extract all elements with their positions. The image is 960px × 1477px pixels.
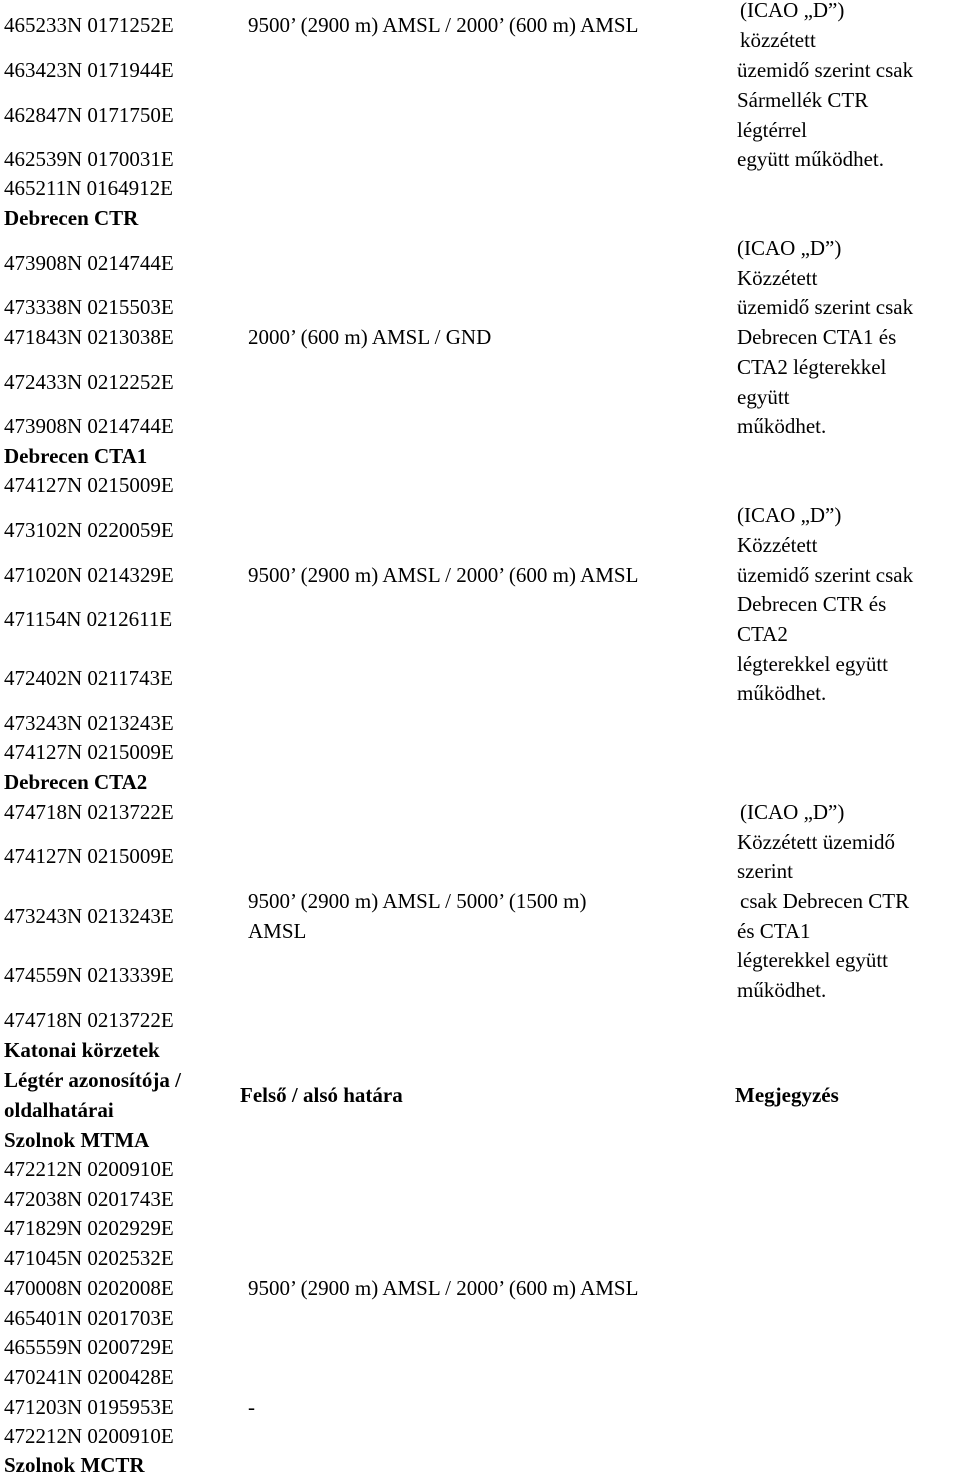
column-header-remarks: Megjegyzés bbox=[735, 1083, 839, 1107]
coord-row: 474127N 0215009E bbox=[4, 844, 174, 868]
coord-row: 472433N 0212252E bbox=[4, 370, 174, 394]
coord-row: 462539N 0170031E bbox=[4, 147, 174, 171]
coord-row: 465559N 0200729E bbox=[4, 1335, 174, 1359]
vertical-limits: 9500’ (2900 m) AMSL / 2000’ (600 m) AMSL bbox=[248, 563, 639, 587]
column-header-limits: Felső / alsó határa bbox=[240, 1083, 403, 1107]
remark-line: működhet. bbox=[737, 978, 827, 1002]
remark-line: és CTA1 bbox=[737, 919, 811, 943]
coord-row: 471203N 0195953E bbox=[4, 1395, 174, 1419]
remark-line: üzemidő szerint csak bbox=[737, 563, 914, 587]
remark-line: működhet. bbox=[737, 681, 827, 705]
coord-row: 465211N 0164912E bbox=[4, 176, 173, 200]
coord-row: 471154N 0212611E bbox=[4, 607, 173, 631]
remark-line: Közzétett bbox=[737, 266, 818, 290]
column-header-airspace: oldalhatárai bbox=[4, 1098, 114, 1122]
section-title: Debrecen CTA1 bbox=[4, 444, 148, 468]
coord-row: 473243N 0213243E bbox=[4, 904, 174, 928]
remark-line: közzétett bbox=[740, 28, 816, 52]
coord-row: 462847N 0171750E bbox=[4, 103, 174, 127]
vertical-limits: AMSL bbox=[248, 919, 307, 943]
section-title: Szolnok MCTR bbox=[4, 1453, 145, 1477]
remark-line: Közzétett bbox=[737, 533, 818, 557]
remark-line: Sármellék CTR bbox=[737, 88, 869, 112]
column-header-airspace: Légtér azonosítója / bbox=[4, 1068, 181, 1092]
coord-row: 470008N 0202008E bbox=[4, 1276, 174, 1300]
coord-row: 473102N 0220059E bbox=[4, 518, 174, 542]
remark-dash: - bbox=[248, 1395, 255, 1419]
coord-row: 474127N 0215009E bbox=[4, 740, 174, 764]
remark-line: (ICAO „D”) bbox=[737, 236, 842, 260]
vertical-limits: 2000’ (600 m) AMSL / GND bbox=[248, 325, 492, 349]
remark-line: Debrecen CTR és bbox=[737, 592, 887, 616]
remark-line: (ICAO „D”) bbox=[740, 0, 845, 22]
section-title: Szolnok MTMA bbox=[4, 1128, 150, 1152]
remark-line: működhet. bbox=[737, 414, 827, 438]
section-title: Katonai körzetek bbox=[4, 1038, 160, 1062]
remark-line: légterekkel együtt bbox=[737, 948, 889, 972]
coord-row: 473908N 0214744E bbox=[4, 251, 174, 275]
coord-row: 471045N 0202532E bbox=[4, 1246, 174, 1270]
coord-row: 471829N 0202929E bbox=[4, 1216, 174, 1240]
coord-row: 463423N 0171944E bbox=[4, 58, 174, 82]
remark-line: légtérrel bbox=[737, 118, 807, 142]
vertical-limits: 9500’ (2900 m) AMSL / 2000’ (600 m) AMSL bbox=[248, 13, 639, 37]
coord-row: 473338N 0215503E bbox=[4, 295, 174, 319]
vertical-limits: 9500’ (2900 m) AMSL / 2000’ (600 m) AMSL bbox=[248, 1276, 639, 1300]
coord-row: 471020N 0214329E bbox=[4, 563, 174, 587]
remark-line: Közzétett üzemidő bbox=[737, 830, 896, 854]
vertical-limits: 9500’ (2900 m) AMSL / 5000’ (1500 m) bbox=[248, 889, 587, 913]
remark-line: együtt működhet. bbox=[737, 147, 884, 171]
remark-line: CTA2 bbox=[737, 622, 788, 646]
coord-row: 474718N 0213722E bbox=[4, 800, 174, 824]
remark-line: szerint bbox=[737, 859, 793, 883]
coord-row: 470241N 0200428E bbox=[4, 1365, 174, 1389]
coord-row: 472038N 0201743E bbox=[4, 1187, 174, 1211]
coord-row: 472212N 0200910E bbox=[4, 1157, 174, 1181]
section-title: Debrecen CTR bbox=[4, 206, 139, 230]
coord-row: 473243N 0213243E bbox=[4, 711, 174, 735]
coord-row: 472212N 0200910E bbox=[4, 1424, 174, 1448]
coord-row: 474559N 0213339E bbox=[4, 963, 174, 987]
remark-line: üzemidő szerint csak bbox=[737, 295, 914, 319]
remark-line: légterekkel együtt bbox=[737, 652, 889, 676]
coord-row: 473908N 0214744E bbox=[4, 414, 174, 438]
remark-line: együtt bbox=[737, 385, 790, 409]
remark-line: (ICAO „D”) bbox=[740, 800, 845, 824]
coord-row: 465233N 0171252E bbox=[4, 13, 174, 37]
remark-line: üzemidő szerint csak bbox=[737, 58, 914, 82]
coord-row: 471843N 0213038E bbox=[4, 325, 174, 349]
coord-row: 465401N 0201703E bbox=[4, 1306, 174, 1330]
remark-line: Debrecen CTA1 és bbox=[737, 325, 897, 349]
remark-line: CTA2 légterekkel bbox=[737, 355, 887, 379]
coord-row: 474127N 0215009E bbox=[4, 473, 174, 497]
remark-line: csak Debrecen CTR bbox=[740, 889, 910, 913]
coord-row: 472402N 0211743E bbox=[4, 666, 173, 690]
coord-row: 474718N 0213722E bbox=[4, 1008, 174, 1032]
section-title: Debrecen CTA2 bbox=[4, 770, 148, 794]
remark-line: (ICAO „D”) bbox=[737, 503, 842, 527]
